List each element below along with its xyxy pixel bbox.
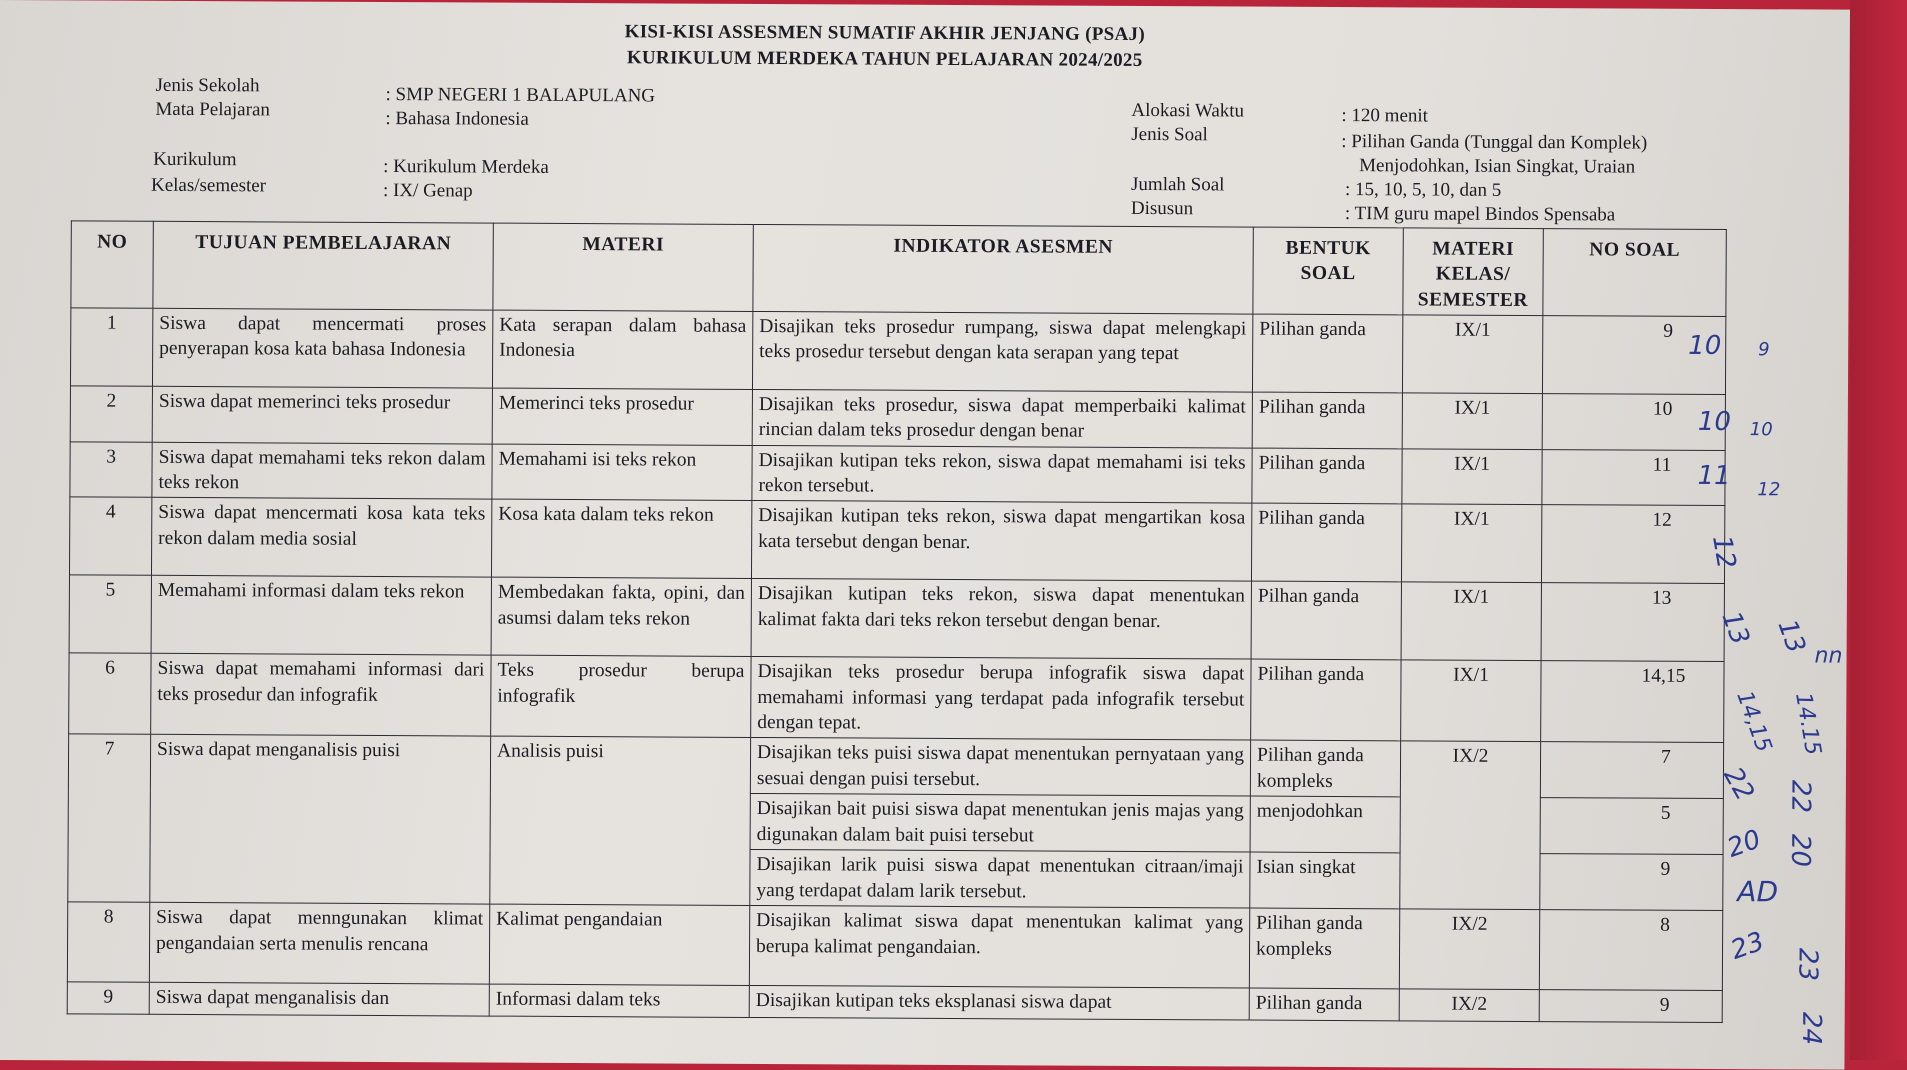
header-materi-kelas: MATERI KELAS/ SEMESTER: [1403, 228, 1543, 316]
cell-materi: Teks prosedur berupa infografik: [491, 655, 751, 737]
handwritten-mark: 13: [1715, 607, 1755, 649]
cell-materi: Analisis puisi: [490, 737, 751, 906]
cell-kelas: IX/1: [1401, 504, 1541, 583]
cell-no-soal: 9: [1540, 854, 1723, 911]
header-no: NO: [71, 221, 153, 308]
table-row: [69, 653, 1724, 743]
cell-indikator: Disajikan teks prosedur berupa infografik siswa dapat memahami informasi yang terdapat pada infografik tersebut dengan tepat.: [751, 657, 1251, 741]
cell-tujuan: Siswa dapat mencermati kosa kata teks rekon dalam media sosial: [151, 498, 491, 578]
cell-materi: Kosa kata dalam teks rekon: [491, 499, 751, 578]
cell-no-soal: 7: [1540, 742, 1723, 799]
table-row: [70, 442, 1725, 506]
cell-bentuk: menjodohkan: [1250, 796, 1400, 853]
cell-no: 4: [69, 497, 151, 575]
info-value-kelas-semester: : IX/ Genap: [382, 180, 473, 202]
cell-indikator: Disajikan teks puisi siswa dapat menentukan pernyataan yang sesuai dengan puisi tersebut.: [750, 738, 1250, 797]
cell-bentuk: Pilihan ganda: [1249, 988, 1399, 1021]
cell-no: 5: [69, 575, 151, 653]
handwritten-mark: 10: [1749, 419, 1773, 441]
info-value-kurikulum: : Kurikulum Merdeka: [383, 156, 549, 178]
info-label-mata-pelajaran: Mata Pelajaran: [155, 98, 270, 121]
handwritten-mark: 23: [1792, 947, 1823, 982]
info-value-jenis-soal: : Pilihan Ganda (Tunggal dan Komplek): [1341, 131, 1648, 154]
handwritten-mark: 22: [1717, 762, 1760, 806]
cell-indikator: Disajikan larik puisi siswa dapat menentukan citraan/imaji yang terdapat dalam larik tersebut.: [750, 850, 1250, 909]
cell-kelas: IX/1: [1402, 315, 1542, 394]
handwritten-mark: 13: [1771, 615, 1811, 658]
cell-indikator: Disajikan teks prosedur rumpang, siswa dapat melengkapi teks prosedur tersebut dengan kata serapan yang tepat: [752, 311, 1252, 392]
cell-no: 2: [70, 386, 152, 442]
info-label-kurikulum: Kurikulum: [153, 148, 237, 171]
info-label-jenis-soal: Jenis Soal: [1131, 123, 1208, 146]
info-label-kelas-semester: Kelas/semester: [150, 174, 267, 197]
cell-tujuan: Siswa dapat memahami informasi dari teks prosedur dan infografik: [151, 654, 491, 737]
handwritten-mark: 11: [1697, 460, 1731, 492]
cell-bentuk: Pilihan ganda: [1252, 314, 1402, 393]
cell-materi: Kata serapan dalam bahasa Indonesia: [492, 310, 752, 389]
cell-kelas: IX/1: [1402, 449, 1542, 505]
cell-no: 3: [70, 442, 152, 498]
header-bentuk-soal: BENTUK SOAL: [1253, 227, 1403, 315]
table-row: [68, 734, 1723, 799]
cell-materi: Kalimat pengandaian: [489, 905, 749, 986]
cell-indikator: Disajikan kutipan teks rekon, siswa dapat mengartikan kosa kata tersebut dengan benar.: [751, 501, 1251, 582]
cell-bentuk: Pilihan ganda kompleks: [1250, 740, 1400, 797]
cell-no-soal: 5: [1540, 798, 1723, 855]
cell-tujuan: Siswa dapat memerinci teks prosedur: [152, 386, 492, 443]
cell-tujuan: Siswa dapat menngunakan klimat pengandaian serta menulis rencana: [149, 903, 489, 985]
cell-no-soal: 9: [1542, 316, 1725, 395]
cell-materi: Memerinci teks prosedur: [492, 388, 752, 445]
document-title: KISI-KISI ASSESMEN SUMATIF AKHIR JENJANG (PSAJ): [624, 21, 1146, 45]
cell-no: 8: [67, 902, 149, 982]
cell-indikator: Disajikan kutipan teks rekon, siswa dapat menentukan kalimat fakta dari teks rekon tersebut dengan benar.: [751, 579, 1251, 660]
handwritten-mark: 12: [1757, 479, 1781, 501]
cell-indikator: Disajikan kutipan teks eksplanasi siswa dapat: [749, 986, 1249, 1021]
handwritten-mark: 20: [1723, 824, 1765, 864]
info-value-alokasi: : 120 menit: [1341, 105, 1429, 127]
table-row: [69, 497, 1724, 584]
cell-no-soal: 11: [1542, 449, 1725, 506]
cell-kelas: IX/1: [1401, 582, 1541, 661]
cell-indikator: Disajikan kalimat siswa dapat menentukan kalimat yang berupa kalimat pengandaian.: [749, 906, 1249, 989]
cell-bentuk: Pilihan ganda: [1252, 392, 1402, 448]
info-value-jenis-soal-2: Menjodohkan, Isian Singkat, Uraian: [1359, 155, 1636, 178]
handwritten-mark: 10: [1688, 330, 1722, 362]
handwritten-mark: AD: [1737, 875, 1779, 909]
cell-tujuan: Siswa dapat menganalisis puisi: [150, 735, 491, 905]
handwritten-mark: 12: [1706, 533, 1742, 571]
handwritten-mark: 24: [1796, 1011, 1827, 1046]
cell-kelas: IX/1: [1401, 660, 1541, 742]
handwritten-mark: 10: [1697, 406, 1731, 438]
cell-kelas: IX/2: [1399, 909, 1539, 990]
info-label-jenis-sekolah: Jenis Sekolah: [155, 74, 260, 97]
handwritten-mark: 9: [1758, 339, 1770, 361]
cell-no-soal: 13: [1541, 583, 1724, 662]
cell-no: 6: [69, 653, 151, 734]
cell-tujuan: Siswa dapat mencermati proses penyerapan kosa kata bahasa Indonesia: [152, 308, 492, 388]
cell-bentuk: Pilhan ganda: [1251, 581, 1401, 660]
cell-kelas: IX/2: [1399, 989, 1539, 1022]
table-header-row: [71, 221, 1726, 317]
cell-tujuan: Siswa dapat memahami teks rekon dalam teks rekon: [152, 442, 492, 499]
cell-materi: Informasi dalam teks: [489, 985, 749, 1018]
cell-indikator: Disajikan bait puisi siswa dapat menentukan jenis majas yang digunakan dalam bait puisi tersebut: [750, 794, 1250, 853]
header-no-soal: NO SOAL: [1543, 229, 1726, 317]
cell-bentuk: Pilihan ganda kompleks: [1249, 908, 1399, 989]
info-label-jumlah-soal: Jumlah Soal: [1130, 173, 1225, 196]
cell-tujuan: Memahami informasi dalam teks rekon: [151, 576, 491, 656]
table-row: [67, 902, 1722, 991]
cell-materi: Membedakan fakta, opini, dan asumsi dalam teks rekon: [491, 577, 751, 656]
info-label-disusun: Disusun: [1130, 197, 1194, 220]
cell-indikator: Disajikan teks prosedur, siswa dapat memperbaiki kalimat rincian dalam teks prosedur dengan benar: [752, 389, 1252, 447]
info-value-mata-pelajaran: : Bahasa Indonesia: [385, 108, 529, 130]
header-indikator: INDIKATOR ASESMEN: [753, 224, 1253, 314]
cell-no-soal: 8: [1539, 910, 1722, 991]
cell-bentuk: Isian singkat: [1250, 852, 1400, 909]
table-row: [70, 308, 1725, 395]
table-row: [69, 575, 1724, 662]
handwritten-mark: 23: [1726, 926, 1769, 966]
kisi-kisi-table: [67, 220, 1727, 1023]
cell-materi: Memahami isi teks rekon: [492, 444, 752, 501]
document-subtitle: KURIKULUM MERDEKA TAHUN PELAJARAN 2024/2025: [626, 47, 1143, 71]
cell-indikator: Disajikan kutipan teks rekon, siswa dapat memahami isi teks rekon tersebut.: [752, 445, 1252, 503]
cell-no: 9: [67, 982, 149, 1014]
table-row: [70, 386, 1725, 450]
info-value-disusun: : TIM guru mapel Bindos Spensaba: [1344, 203, 1616, 226]
handwritten-mark: 20: [1785, 833, 1816, 868]
header-tujuan: TUJUAN PEMBELAJARAN: [153, 221, 493, 310]
cell-no-soal: 10: [1542, 394, 1725, 451]
cell-no: 7: [68, 734, 151, 902]
cell-no-soal: 12: [1541, 505, 1724, 584]
cell-bentuk: Pilihan ganda: [1251, 503, 1401, 582]
handwritten-mark: 22: [1785, 779, 1816, 814]
cell-kelas: IX/1: [1402, 393, 1542, 449]
handwritten-mark: nn: [1814, 643, 1843, 669]
cell-no-soal: 9: [1539, 990, 1722, 1023]
cell-bentuk: Pilihan ganda: [1251, 659, 1401, 741]
header-materi: MATERI: [493, 223, 753, 311]
info-value-jenis-sekolah: : SMP NEGERI 1 BALAPULANG: [385, 84, 656, 107]
handwritten-mark: 14.15: [1790, 690, 1826, 758]
red-background-edge: [1850, 0, 1907, 1060]
cell-no-soal: 14,15: [1541, 661, 1724, 743]
cell-bentuk: Pilihan ganda: [1252, 448, 1402, 504]
info-label-alokasi: Alokasi Waktu: [1131, 99, 1245, 122]
cell-no: 1: [70, 308, 152, 386]
cell-kelas: IX/2: [1400, 741, 1541, 910]
handwritten-mark: 14,15: [1731, 687, 1777, 756]
cell-tujuan: Siswa dapat menganalisis dan: [149, 983, 489, 1017]
info-value-jumlah-soal: : 15, 10, 5, 10, dan 5: [1344, 179, 1502, 201]
